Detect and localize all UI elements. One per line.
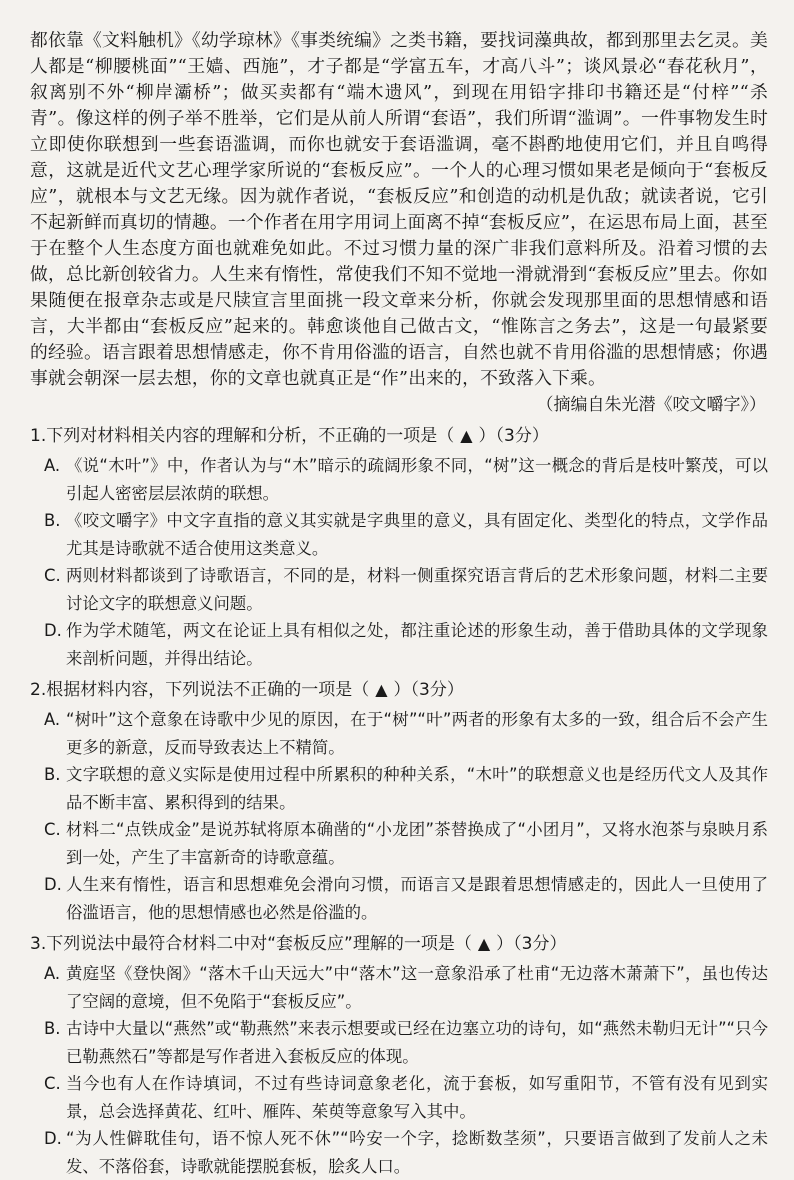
option-letter: D. [44, 621, 62, 640]
question-score: ）（3分） [478, 426, 549, 446]
option-letter: A. [44, 456, 61, 475]
option-letter: C. [44, 820, 61, 839]
option-text: 人生来有惰性，语言和思想难免会滑向习惯，而语言又是跟着思想情感走的，因此人一旦使用了俗滥语言，他的思想情感也必然是俗滥的。 [66, 875, 768, 922]
question-1 [30, 422, 768, 672]
question-stem [30, 676, 768, 704]
option-a [44, 706, 768, 761]
option-text: 作为学术随笔，两文在论证上具有相似之处，都注重论述的形象生动，善于借助具体的文学现象来剖析问题，并得出结论。 [66, 621, 768, 668]
answer-blank-triangle: ▲ [460, 426, 473, 445]
passage-text: 都依靠《文料触机》《幼学琼林》《事类统编》之类书籍，要找词藻典故，都到那里去乞灵。美人都是“柳腰桃面”“王嫱、西施”，才子都是“学富五车，才高八斗”；谈风景必“春花秋月”，叙离别不外“柳岸灞桥”；做买卖都有“端木遗风”，到现在用铅字排印书籍还是“付梓”“杀青”。像这样的例子举不胜举，它们是从前人所谓“套语”，我们所谓“滥调”。一件事物发生时立即使你联想到一些套语滥调，而你也就安于套语滥调，毫不斟酌地使用它们，并且自鸣得意，这就是近代文艺心理学家所说的“套板反应”。一个人的心理习惯如果老是倾向于“套板反应”，就根本与文艺无缘。因为就作者说，“套板反应”和创造的动机是仇敌；就读者说，它引不起新鲜而真切的情趣。一个作者在用字用词上面离不掉“套板反应”，在运思布局上面，甚至于在整个人生态度方面也就难免如此。不过习惯力量的深广非我们意料所及。沿着习惯的去做，总比新创较省力。人生来有惰性，常使我们不知不觉地一滑就滑到“套板反应”里去。你如果随便在报章杂志或是尺牍宣言里面挑一段文章来分析，你就会发现那里面的思想情感和语言，大半都由“套板反应”起来的。韩愈谈他自己做古文，“惟陈言之务去”，这是一句最紧要的经验。语言跟着思想情感走，你不肯用俗滥的语言，自然也就不肯用俗滥的思想情感；你遇事就会朝深一层去想，你的文章也就真正是“作”出来的，不致落入下乘。 [30, 30, 768, 389]
option-letter: A. [44, 964, 61, 983]
question-3 [30, 930, 768, 1180]
answer-blank-triangle: ▲ [477, 934, 491, 953]
option-letter: B. [44, 511, 61, 530]
option-a [44, 452, 768, 507]
option-text: “树叶”这个意象在诗歌中少见的原因，在于“树”“叶”两者的形象有太多的一致，组合后不会产生更多的新意，反而导致表达上不精简。 [66, 710, 768, 757]
option-d [44, 871, 768, 926]
option-c [44, 562, 768, 617]
question-number: 1. [30, 426, 47, 446]
question-number: 3. [30, 934, 47, 954]
question-text: 下列说法中最符合材料二中对“套板反应”理解的一项是（ [46, 934, 472, 954]
answer-blank-triangle: ▲ [375, 680, 388, 699]
option-letter: C. [44, 1074, 61, 1093]
option-text: “为人性僻耽佳句，语不惊人死不休”“吟安一个字，捻断数茎须”，只要语言做到了发前人之未发、不落俗套，诗歌就能摆脱套板，脍炙人口。 [66, 1129, 768, 1176]
option-letter: D. [44, 875, 62, 894]
question-number: 2. [30, 680, 47, 700]
option-b [44, 507, 768, 562]
question-score: ）（3分） [496, 934, 567, 954]
option-letter: B. [44, 1019, 61, 1038]
option-letter: A. [44, 710, 61, 729]
option-letter: C. [44, 566, 61, 585]
question-2 [30, 676, 768, 926]
option-text: 文字联想的意义实际是使用过程中所累积的种种关系，“木叶”的联想意义也是经历代文人及其作品不断丰富、累积得到的结果。 [66, 765, 768, 812]
reading-passage [30, 28, 768, 392]
option-text: 黄庭坚《登快阁》“落木千山天远大”中“落木”这一意象沿承了杜甫“无边落木萧萧下”，虽也传达了空阔的意境，但不免陷于“套板反应”。 [66, 964, 768, 1011]
option-d [44, 1125, 768, 1180]
option-d [44, 617, 768, 672]
question-text: 下列对材料相关内容的理解和分析，不正确的一项是（ [46, 426, 455, 446]
option-c [44, 1070, 768, 1125]
option-letter: D. [44, 1129, 62, 1148]
question-stem [30, 422, 768, 450]
option-a [44, 960, 768, 1015]
option-text: 当今也有人在作诗填词，不过有些诗词意象老化，流于套板，如写重阳节，不管有没有见到实景，总会选择黄花、红叶、雁阵、茱萸等意象写入其中。 [66, 1074, 768, 1121]
passage-source: （摘编自朱光潜《咬文嚼字》） [536, 395, 766, 415]
option-c [44, 816, 768, 871]
question-stem [30, 930, 768, 958]
option-text: 《咬文嚼字》中文字直指的意义其实就是字典里的意义，具有固定化、类型化的特点，文学作品尤其是诗歌就不适合使用这类意义。 [66, 511, 768, 558]
question-text: 根据材料内容，下列说法不正确的一项是（ [46, 680, 370, 700]
exam-page [30, 28, 768, 1180]
option-text: 《说“木叶”》中，作者认为与“木”暗示的疏阔形象不同，“树”这一概念的背后是枝叶繁茂，可以引起人密密层层浓荫的联想。 [66, 456, 768, 503]
option-b [44, 761, 768, 816]
option-text: 材料二“点铁成金”是说苏轼将原本确凿的“小龙团”茶替换成了“小团月”，又将水泡茶与泉映月系到一处，产生了丰富新奇的诗歌意蕴。 [66, 820, 768, 867]
option-letter: B. [44, 765, 61, 784]
question-score: ）（3分） [393, 680, 464, 700]
option-b [44, 1015, 768, 1070]
option-text: 古诗中大量以“燕然”或“勒燕然”来表示想要或已经在边塞立功的诗句，如“燕然未勒归无计”“只今已勒燕然石”等都是写作者进入套板反应的体现。 [66, 1019, 768, 1066]
option-text: 两则材料都谈到了诗歌语言，不同的是，材料一侧重探究语言背后的艺术形象问题，材料二主要讨论文字的联想意义问题。 [66, 566, 768, 613]
